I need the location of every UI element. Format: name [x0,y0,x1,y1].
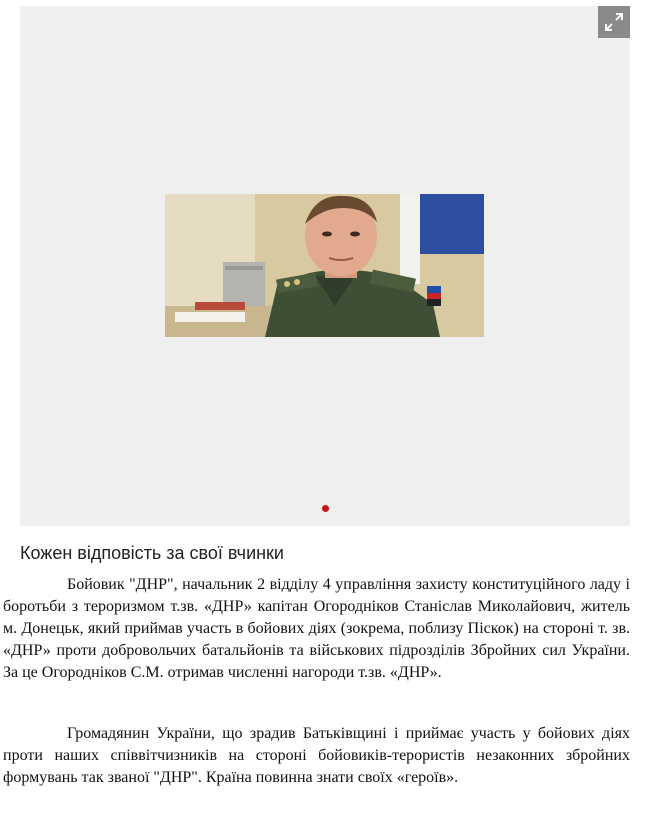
expand-button[interactable] [598,6,630,38]
slide-photo [165,194,484,337]
expand-arrows-icon [605,13,623,31]
image-gallery[interactable] [20,6,630,526]
article-title: Кожен відповість за свої вчинки [20,543,284,563]
photo-soldier [165,194,484,337]
slide-dot-active[interactable] [322,505,329,512]
article-paragraph-1: Бойовик "ДНР", начальник 2 відділу 4 управління захисту конституційного ладу і боротьби з тероризмом т.зв. «ДНР» капітан Огороднiков Станiслав Миколайович, житель м. Донецьк, який приймав участь в бойових дiях (зокрема, поблизу Пiскок) на сторонi т. зв. «ДНР» проти добровольчих батальйонiв та вiйськових пiдроздiлiв Збройних сил України. За це Огороднiков С.М. отримав численнi нагороди т.зв. «ДНР». [3,576,630,681]
slide-indicator [20,505,630,512]
article-paragraph-2: Громадянин України, що зрадив Батьківщині і приймає участь у бойових діях проти наших співвітчизників на стороні бойовиків-терористів незаконних збройних формувань так званої "ДНР". Країна повинна знати своїх «героїв». [3,725,630,786]
